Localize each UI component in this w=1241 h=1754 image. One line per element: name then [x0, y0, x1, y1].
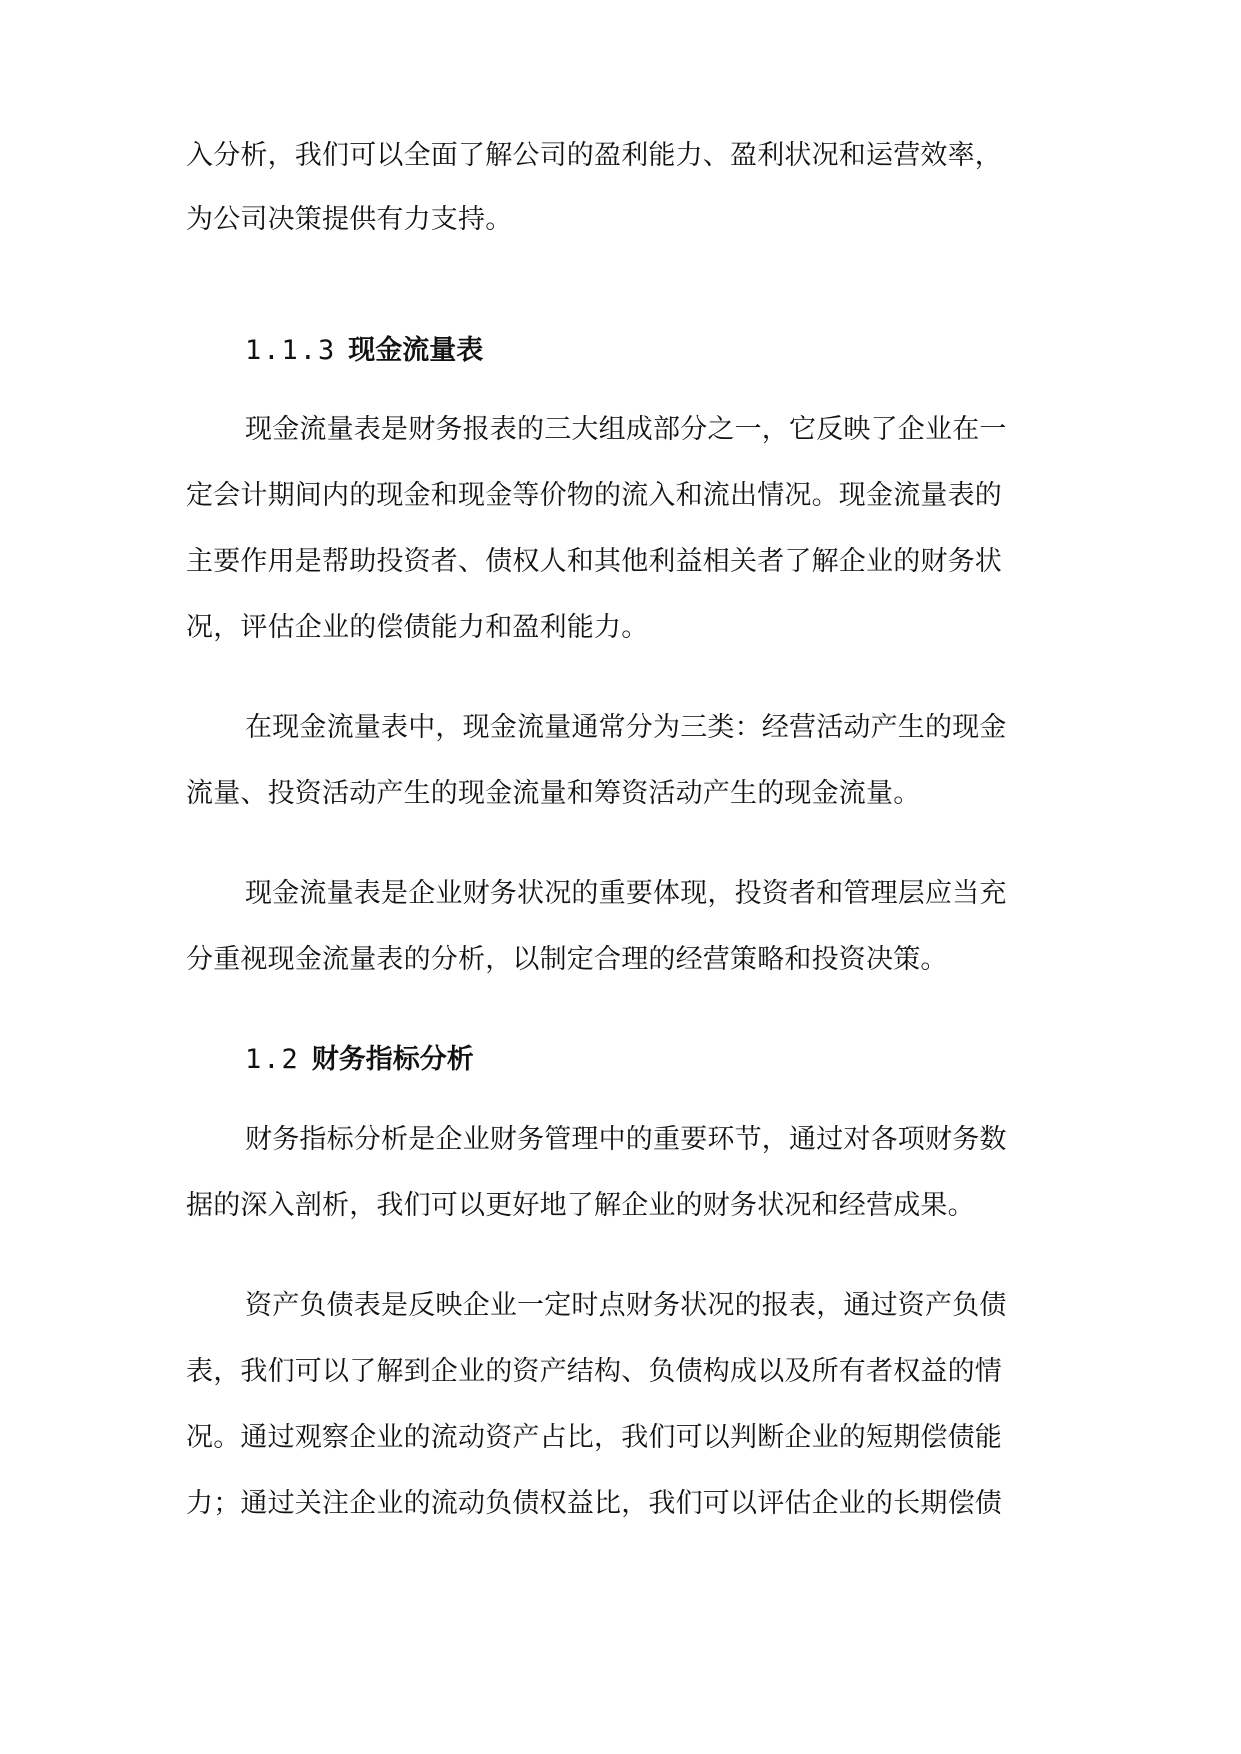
section-number: 1.2	[245, 1044, 300, 1075]
paragraph-line: 况。通过观察企业的流动资产占比，我们可以判断企业的短期偿债能	[186, 1422, 1002, 1453]
section-heading	[0, 331, 1241, 371]
paragraph-line: 流量、投资活动产生的现金流量和筹资活动产生的现金流量。	[186, 778, 921, 809]
paragraph-line: 表，我们可以了解到企业的资产结构、负债构成以及所有者权益的情	[186, 1356, 1002, 1387]
paragraph-line: 定会计期间内的现金和现金等价物的流入和流出情况。现金流量表的	[186, 480, 1002, 511]
paragraph-line: 资产负债表是反映企业一定时点财务状况的报表，通过资产负债	[245, 1290, 1007, 1321]
paragraph-line: 现金流量表是财务报表的三大组成部分之一，它反映了企业在一	[245, 414, 1007, 445]
paragraph-line: 况，评估企业的偿债能力和盈利能力。	[186, 612, 649, 643]
paragraph-line: 入分析，我们可以全面了解公司的盈利能力、盈利状况和运营效率，	[186, 140, 1002, 171]
paragraph-line: 在现金流量表中，现金流量通常分为三类：经营活动产生的现金	[245, 712, 1007, 743]
section-title: 现金流量表	[348, 335, 484, 366]
paragraph-line: 现金流量表是企业财务状况的重要体现，投资者和管理层应当充	[245, 878, 1007, 909]
paragraph-line: 据的深入剖析，我们可以更好地了解企业的财务状况和经营成果。	[186, 1190, 975, 1221]
section-number: 1.1.3	[245, 335, 337, 366]
paragraph-line: 分重视现金流量表的分析，以制定合理的经营策略和投资决策。	[186, 944, 948, 975]
section-heading	[0, 1040, 1241, 1080]
paragraph-line: 为公司决策提供有力支持。	[186, 204, 513, 235]
paragraph-line: 力；通过关注企业的流动负债权益比，我们可以评估企业的长期偿债	[186, 1488, 1002, 1519]
paragraph-line: 主要作用是帮助投资者、债权人和其他利益相关者了解企业的财务状	[186, 546, 1002, 577]
paragraph-line: 财务指标分析是企业财务管理中的重要环节，通过对各项财务数	[245, 1124, 1007, 1155]
section-title: 财务指标分析	[311, 1044, 474, 1075]
